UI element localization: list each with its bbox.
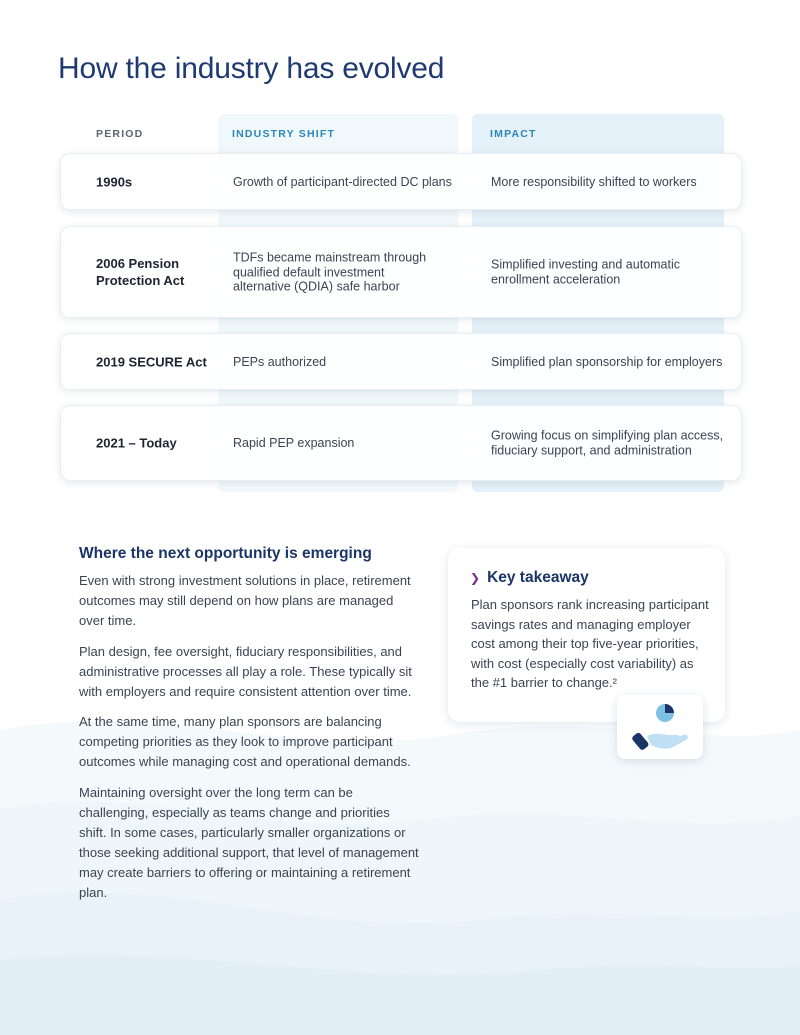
row-impact: Growing focus on simplifying plan access, fiduciary support, and administration: [491, 428, 724, 457]
row-industry-shift: Rapid PEP expansion: [233, 435, 355, 450]
table-row: [60, 153, 742, 210]
row-period: 1990s: [96, 174, 133, 189]
row-industry-shift: TDFs became mainstream through qualified default investment alternative (QDIA) safe harbor: [233, 250, 427, 294]
row-impact: Simplified plan sponsorship for employers: [491, 354, 723, 369]
impact-column-header: IMPACT: [490, 128, 537, 140]
row-period: 2006 Pension Protection Act: [96, 256, 185, 288]
period-column-header: PERIOD: [96, 128, 144, 140]
row-impact: More responsibility shifted to workers: [491, 174, 697, 189]
opportunity-heading: Where the next opportunity is emerging: [79, 545, 372, 562]
row-impact: Simplified investing and automatic enrollment acceleration: [491, 257, 680, 286]
key-takeaway-header: [470, 569, 589, 587]
table-row: [60, 405, 742, 481]
key-takeaway-body: Plan sponsors rank increasing participant savings rates and managing employer cost among their top five-year priorities, with cost (especially cost variability) as the #1 barrier to change.²: [471, 597, 709, 690]
row-industry-shift: PEPs authorized: [233, 354, 327, 369]
row-period: 2021 – Today: [96, 435, 177, 451]
chevron-right-icon: ❯: [470, 571, 481, 585]
table-row: [60, 226, 742, 318]
key-takeaway-title: Key takeaway: [487, 569, 589, 586]
row-industry-shift: Growth of participant-directed DC plans: [233, 174, 452, 189]
opportunity-paragraph: Maintaining oversight over the long term can be challenging, especially as teams change and priorities shift. In some cases, particularly smaller organizations or those seeking additional support, that level of management may create barriers to offering or maintaining a retirement plan.: [79, 785, 419, 900]
page-title: How the industry has evolved: [58, 52, 445, 85]
opportunity-paragraph: Plan design, fee oversight, fiduciary responsibilities, and administrative processes all play a role. These typically sit with employers and require consistent attention over time.: [79, 644, 412, 699]
opportunity-paragraph: At the same time, many plan sponsors are balancing competing priorities as they look to improve participant outcomes while managing cost and operational demands.: [79, 714, 411, 769]
table-row: [60, 333, 742, 390]
industry-shift-column-header: INDUSTRY SHIFT: [232, 128, 336, 140]
row-period: 2019 SECURE Act: [96, 354, 207, 369]
hand-holding-pie-chart-icon: [617, 695, 703, 759]
opportunity-paragraph: Even with strong investment solutions in place, retirement outcomes may still depend on how plans are managed over time.: [79, 573, 411, 628]
